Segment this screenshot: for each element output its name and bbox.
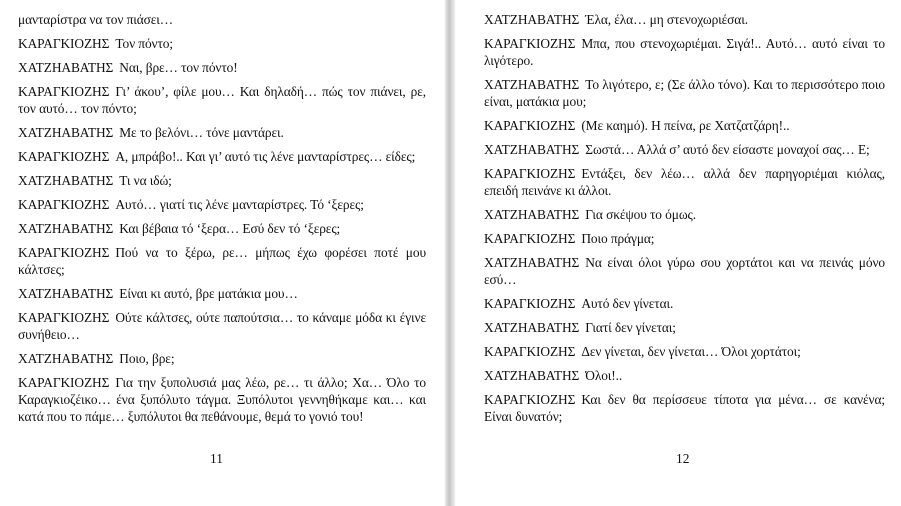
line-text: Όλοι!.. (585, 368, 623, 383)
dialogue-line (484, 11, 885, 28)
line-text: Μπα, που στενοχωριέμαι. Σιγά!.. Αυτό… αυτό είναι το λιγότερο. (484, 36, 885, 68)
speaker-name: ΚΑΡΑΓΚΙΟΖΗΣ (18, 36, 110, 51)
line-text: Ούτε κάλτσες, ούτε παπούτσια… το κάναμε μόδα κι έγινε συνήθειο… (18, 310, 426, 342)
dialogue-line (484, 165, 885, 199)
dialogue-line (18, 148, 426, 165)
speaker-name: ΧΑΤΖΗΑΒΑΤΗΣ (18, 173, 114, 188)
speaker-name: ΧΑΤΖΗΑΒΑΤΗΣ (484, 142, 580, 157)
dialogue-line (18, 196, 426, 213)
line-text: Γιατί δεν γίνεται; (585, 320, 676, 335)
speaker-name: ΧΑΤΖΗΑΒΑΤΗΣ (18, 351, 114, 366)
dialogue-line (18, 244, 426, 278)
speaker-name: ΧΑΤΖΗΑΒΑΤΗΣ (484, 77, 580, 92)
speaker-name: ΧΑΤΖΗΑΒΑΤΗΣ (484, 207, 580, 222)
line-text: Γι’ άκου’, φίλε μου… Και δηλαδή… πώς τον πιάνει, ρε, τον αυτό… τον πόντο; (18, 84, 426, 116)
page-gutter (444, 0, 456, 506)
speaker-name: ΚΑΡΑΓΚΙΟΖΗΣ (18, 197, 110, 212)
speaker-name: ΚΑΡΑΓΚΙΟΖΗΣ (484, 166, 576, 181)
line-text: Τι να ιδώ; (119, 173, 172, 188)
line-text: μανταρίστρα να τον πιάσει… (18, 12, 174, 27)
dialogue-line (484, 141, 885, 158)
speaker-name: ΚΑΡΑΓΚΙΟΖΗΣ (484, 344, 576, 359)
line-text: Τον πόντο; (115, 36, 173, 51)
speaker-name: ΧΑΤΖΗΑΒΑΤΗΣ (18, 60, 114, 75)
speaker-name: ΚΑΡΑΓΚΙΟΖΗΣ (18, 149, 110, 164)
dialogue-line (18, 285, 426, 302)
line-text: Να είναι όλοι γύρω σου χορτάτοι και να πεινάς μόνο εσύ… (484, 255, 885, 287)
dialogue-line (484, 254, 885, 288)
line-text: Α, μπράβο!.. Και γι’ αυτό τις λένε μανταρίστρες… είδες; (115, 149, 416, 164)
line-text: Για σκέψου το όμως. (585, 207, 696, 222)
dialogue-line (484, 319, 885, 336)
speaker-name: ΧΑΤΖΗΑΒΑΤΗΣ (484, 12, 580, 27)
line-text: Και βέβαια τό ‘ξερα… Εσύ δεν τό ‘ξερες; (119, 221, 341, 236)
dialogue-line (18, 172, 426, 189)
speaker-name: ΚΑΡΑΓΚΙΟΖΗΣ (18, 375, 110, 390)
dialogue-line (18, 124, 426, 141)
page-number: 11 (210, 451, 223, 466)
line-text: Ποιο, βρε; (119, 351, 175, 366)
dialogue-line (18, 309, 426, 343)
dialogue-line (18, 35, 426, 52)
line-text: Είναι κι αυτό, βρε ματάκια μου… (119, 286, 298, 301)
line-text: Το λιγότερο, ε; (Σε άλλο τόνο). Και το περισσότερο ποιο είναι, ματάκια μου; (484, 77, 885, 109)
dialogue-line (18, 59, 426, 76)
speaker-name: ΧΑΤΖΗΑΒΑΤΗΣ (484, 255, 580, 270)
line-text: Δεν γίνεται, δεν γίνεται… Όλοι χορτάτοι; (581, 344, 801, 359)
dialogue-line (484, 117, 885, 134)
dialogue-line (18, 350, 426, 367)
page-right (456, 0, 901, 506)
dialogue-line (484, 391, 885, 425)
line-text: (Με καημό). Η πείνα, ρε Χατζατζάρη!.. (581, 118, 790, 133)
line-text: Εντάξει, δεν λέω… αλλά δεν παρηγοριέμαι κιόλας, επειδή πεινάνε κι άλλοι. (484, 166, 885, 198)
page-left (0, 0, 444, 506)
dialogue-line (484, 367, 885, 384)
dialogue-line (484, 230, 885, 247)
speaker-name: ΧΑΤΖΗΑΒΑΤΗΣ (484, 368, 580, 383)
dialogue-line (484, 35, 885, 69)
dialogue-line (18, 220, 426, 237)
line-text: Πού να το ξέρω, ρε… μήπως έχω φορέσει ποτέ μου κάλτσες; (18, 245, 426, 277)
line-text: Ναι, βρε… τον πόντο! (119, 60, 238, 75)
speaker-name: ΧΑΤΖΗΑΒΑΤΗΣ (18, 125, 114, 140)
line-text: Σωστά… Αλλά σ’ αυτό δεν είσαστε μοναχοί σας… Ε; (585, 142, 870, 157)
line-text: Αυτό… γιατί τις λένε μανταρίστρες. Τό ‘ξερες; (115, 197, 364, 212)
dialogue-line (18, 11, 426, 28)
dialogue-line (18, 83, 426, 117)
line-text: Με το βελόνι… τόνε μαντάρει. (119, 125, 284, 140)
dialogue-line (484, 295, 885, 312)
dialogue-line (18, 374, 426, 425)
page-number: 12 (676, 451, 690, 466)
speaker-name: ΚΑΡΑΓΚΙΟΖΗΣ (18, 84, 110, 99)
dialogue-line (484, 76, 885, 110)
line-text: Έλα, έλα… μη στενοχωριέσαι. (585, 12, 748, 27)
line-text: Για την ξυπολυσιά μας λέω, ρε… τι άλλο; Χα… Όλο το Καραγκιοζέικο… ένα ξυπόλυτο τάγμα. Ξυπόλυτοι γεννηθήκαμε και… και κατά που το πάμε… ξυπόλυτοι θα πεθάνουμε, θεμά το γονιό του! (18, 375, 426, 424)
speaker-name: ΚΑΡΑΓΚΙΟΖΗΣ (484, 118, 576, 133)
dialogue-line (484, 343, 885, 360)
speaker-name: ΧΑΤΖΗΑΒΑΤΗΣ (18, 221, 114, 236)
line-text: Ποιο πράγμα; (581, 231, 655, 246)
dialogue-line (484, 206, 885, 223)
speaker-name: ΚΑΡΑΓΚΙΟΖΗΣ (484, 36, 576, 51)
speaker-name: ΚΑΡΑΓΚΙΟΖΗΣ (18, 245, 110, 260)
speaker-name: ΚΑΡΑΓΚΙΟΖΗΣ (18, 310, 110, 325)
line-text: Αυτό δεν γίνεται. (581, 296, 674, 311)
speaker-name: ΚΑΡΑΓΚΙΟΖΗΣ (484, 392, 576, 407)
speaker-name: ΧΑΤΖΗΑΒΑΤΗΣ (18, 286, 114, 301)
speaker-name: ΚΑΡΑΓΚΙΟΖΗΣ (484, 231, 576, 246)
speaker-name: ΧΑΤΖΗΑΒΑΤΗΣ (484, 320, 580, 335)
line-text: Και δεν θα περίσσευε τίποτα για μένα… σε κανένα; Είναι δυνατόν; (484, 392, 885, 424)
speaker-name: ΚΑΡΑΓΚΙΟΖΗΣ (484, 296, 576, 311)
